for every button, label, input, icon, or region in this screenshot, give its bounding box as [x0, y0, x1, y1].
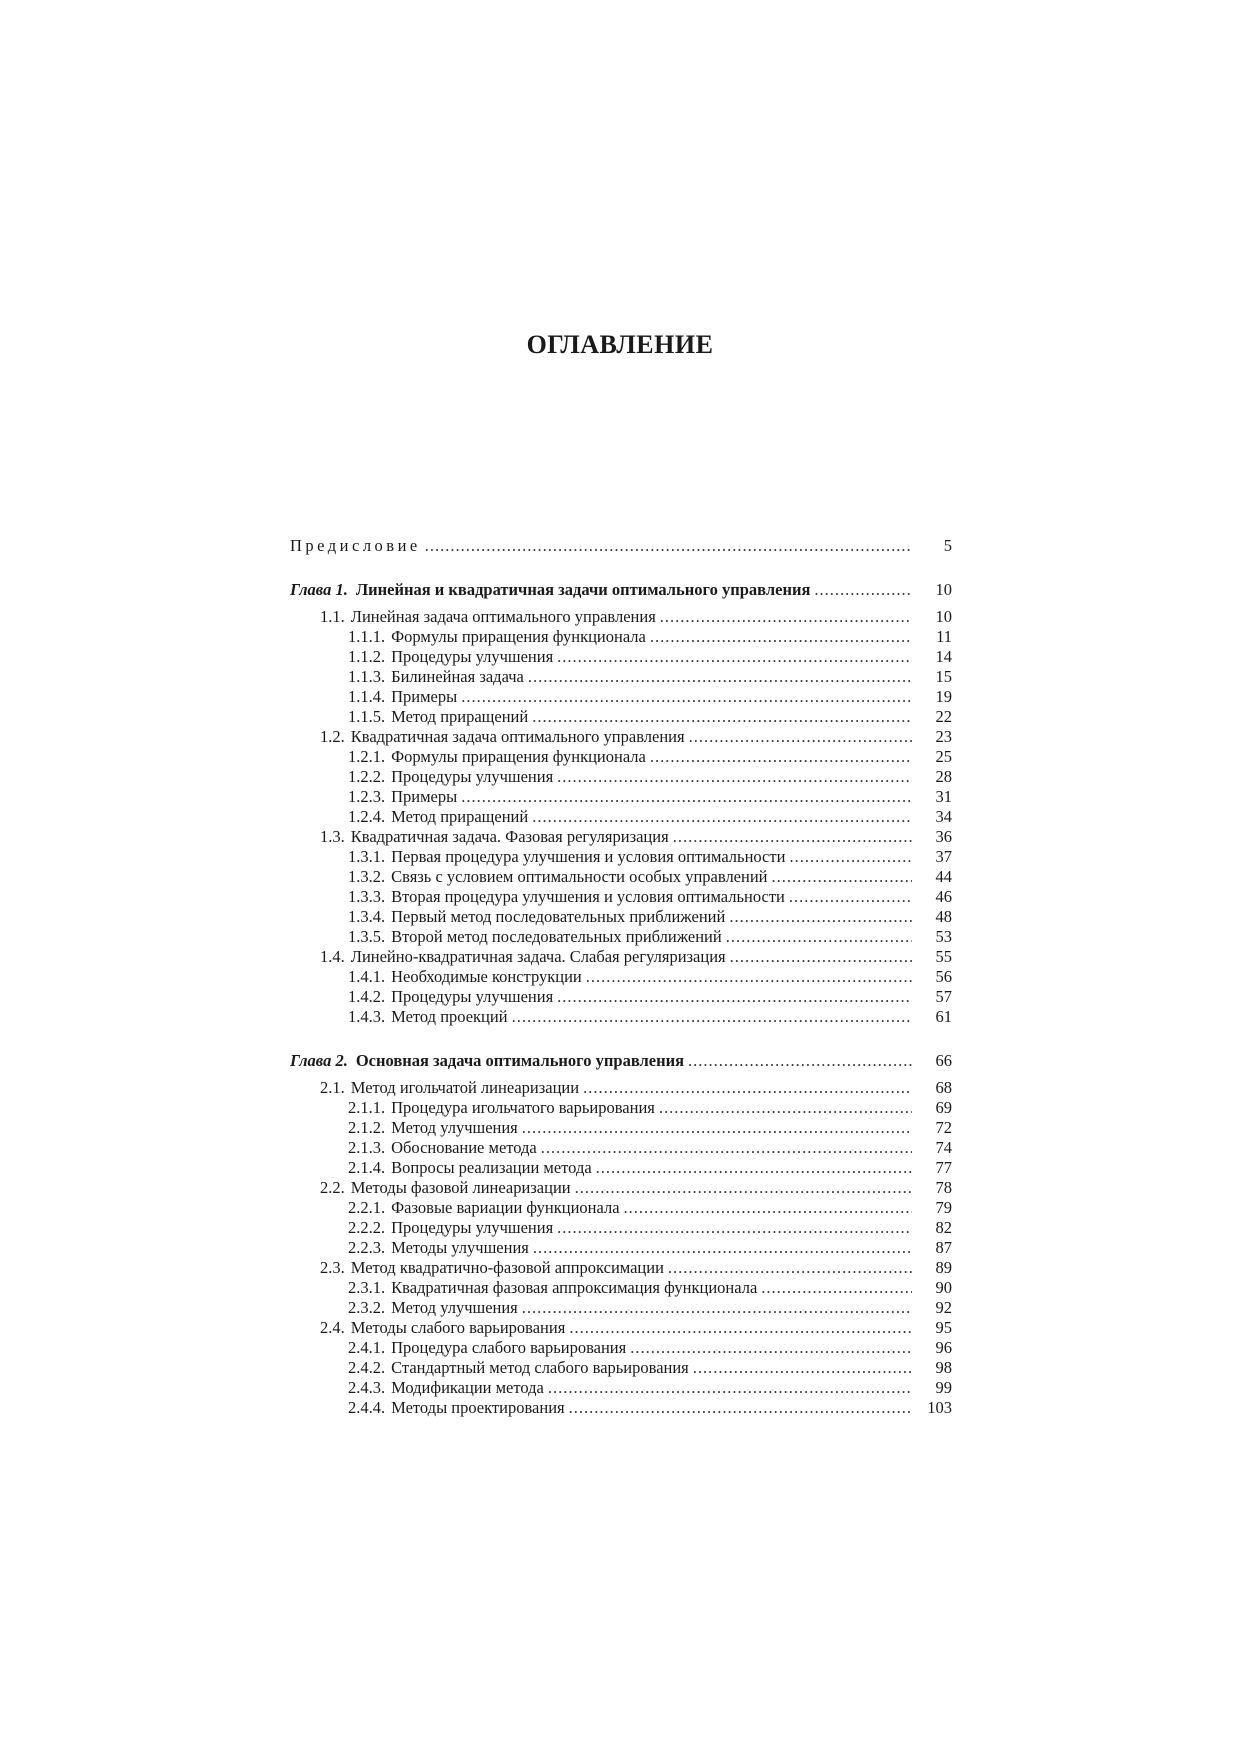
dot-leader [729, 907, 912, 927]
toc-entry-title: Вопросы реализации метода [391, 1158, 592, 1177]
dot-leader [688, 1051, 912, 1071]
toc-entry-page: 92 [935, 1298, 952, 1317]
toc-section [290, 727, 952, 747]
toc-entry-page: 11 [936, 627, 952, 646]
dot-leader [673, 827, 912, 847]
table-of-contents [290, 536, 952, 1418]
dot-leader [522, 1298, 912, 1318]
dot-leader [772, 867, 913, 887]
toc-subsection [290, 847, 952, 867]
toc-subsection [290, 1338, 952, 1358]
dot-leader [659, 1098, 912, 1118]
toc-entry-number: 2.4.2. [348, 1358, 386, 1377]
toc-section [290, 1178, 952, 1198]
toc-subsection [290, 1118, 952, 1138]
toc-subsection [290, 687, 952, 707]
toc-entry-number: 2.3.1. [348, 1278, 386, 1297]
toc-entry-number: 2.3.2. [348, 1298, 386, 1317]
toc-entry-number: 1.1.1. [348, 627, 386, 646]
toc-subsection [290, 1398, 952, 1418]
toc-entry-page: 15 [935, 667, 952, 686]
toc-entry-page: 96 [935, 1338, 952, 1357]
toc-entry-title: Обоснование метода [391, 1138, 537, 1157]
toc-subsection [290, 907, 952, 927]
toc-entry-number: 1.3.4. [348, 907, 386, 926]
toc-entry-title: Формулы приращения функционала [391, 747, 646, 766]
dot-leader [630, 1338, 912, 1358]
toc-entry-title: Процедуры улучшения [391, 767, 554, 786]
dot-leader [512, 1007, 912, 1027]
dot-leader [693, 1358, 912, 1378]
toc-entry-page: 34 [935, 807, 952, 826]
toc-section [290, 607, 952, 627]
toc-entry-page: 61 [935, 1007, 952, 1026]
dot-leader [557, 987, 912, 1007]
toc-entry-title: Квадратичная задача. Фазовая регуляризация [350, 827, 669, 846]
toc-entry-page: 69 [935, 1098, 952, 1117]
toc-entry-page: 57 [935, 987, 952, 1006]
toc-entry-title: Метод улучшения [391, 1118, 518, 1137]
dot-leader [668, 1258, 912, 1278]
toc-entry-title: Линейная задача оптимального управления [350, 607, 656, 626]
toc-entry-number: 1.2.1. [348, 747, 386, 766]
chapter-1-entries [290, 607, 952, 1027]
toc-subsection [290, 967, 952, 987]
toc-entry-title: Предисловие [290, 536, 421, 555]
dot-leader [761, 1278, 912, 1298]
toc-entry-page: 48 [935, 907, 952, 926]
toc-entry-number: 2.4.1. [348, 1338, 386, 1357]
toc-chapter-1 [290, 580, 952, 600]
dot-leader [586, 967, 912, 987]
toc-subsection [290, 627, 952, 647]
toc-entry-number: 1.1.2. [348, 647, 386, 666]
chapter-page: 10 [935, 580, 952, 599]
toc-subsection [290, 887, 952, 907]
toc-subsection [290, 1378, 952, 1398]
toc-entry-page: 103 [927, 1398, 952, 1417]
toc-section [290, 947, 952, 967]
dot-leader [541, 1138, 912, 1158]
toc-entry-title: Процедуры улучшения [391, 987, 554, 1006]
toc-entry-title: Модификации метода [391, 1378, 544, 1397]
toc-entry-number: 1.1. [320, 607, 345, 626]
toc-section [290, 827, 952, 847]
dot-leader [557, 647, 912, 667]
toc-entry-page: 19 [935, 687, 952, 706]
toc-entry-title: Формулы приращения функционала [391, 627, 646, 646]
dot-leader [569, 1398, 912, 1418]
toc-entry-page: 37 [935, 847, 952, 866]
toc-entry-page: 74 [935, 1138, 952, 1157]
toc-section [290, 1318, 952, 1338]
toc-entry-page: 5 [943, 536, 952, 555]
toc-subsection [290, 1298, 952, 1318]
toc-entry-title: Примеры [391, 787, 458, 806]
dot-leader [650, 627, 912, 647]
toc-entry-number: 1.2.3. [348, 787, 386, 806]
toc-entry-number: 2.1. [320, 1078, 345, 1097]
toc-entry-page: 55 [935, 947, 952, 966]
toc-entry-page: 44 [935, 867, 952, 886]
dot-leader [557, 1218, 912, 1238]
toc-entry-page: 79 [935, 1198, 952, 1217]
toc-entry-number: 1.4.3. [348, 1007, 386, 1026]
toc-subsection [290, 1218, 952, 1238]
chapter-number: Глава 2. [290, 1051, 348, 1070]
toc-entry-page: 14 [935, 647, 952, 666]
toc-subsection [290, 927, 952, 947]
toc-entry-page: 87 [935, 1238, 952, 1257]
dot-leader [650, 747, 912, 767]
toc-entry-page: 23 [935, 727, 952, 746]
toc-entry-title: Метод приращений [391, 807, 529, 826]
toc-subsection [290, 787, 952, 807]
toc-entry-number: 2.4.3. [348, 1378, 386, 1397]
toc-entry-number: 2.4. [320, 1318, 345, 1337]
toc-entry-title: Процедуры улучшения [391, 647, 554, 666]
chapter-2-entries [290, 1078, 952, 1418]
dot-leader [569, 1318, 912, 1338]
dot-leader [461, 687, 912, 707]
dot-leader [532, 707, 912, 727]
toc-subsection [290, 767, 952, 787]
chapter-title: Основная задача оптимального управления [355, 1051, 685, 1070]
toc-entry-number: 1.3.3. [348, 887, 386, 906]
toc-entry-title: Второй метод последовательных приближений [391, 927, 722, 946]
dot-leader [575, 1178, 912, 1198]
toc-entry-title: Методы проектирования [391, 1398, 565, 1417]
toc-subsection [290, 807, 952, 827]
toc-entry-title: Билинейная задача [391, 667, 524, 686]
toc-entry-number: 2.2.1. [348, 1198, 386, 1217]
toc-entry-title: Первый метод последовательных приближений [391, 907, 726, 926]
toc-entry-page: 98 [935, 1358, 952, 1377]
toc-entry-number: 2.1.1. [348, 1098, 386, 1117]
dot-leader [425, 536, 912, 556]
toc-entry-number: 1.1.5. [348, 707, 386, 726]
toc-entry-page: 89 [935, 1258, 952, 1277]
toc-entry-page: 10 [935, 607, 952, 626]
toc-entry-number: 2.1.3. [348, 1138, 386, 1157]
toc-entry-title: Фазовые вариации функционала [391, 1198, 620, 1217]
dot-leader [557, 767, 912, 787]
toc-entry-title: Процедура игольчатого варьирования [391, 1098, 655, 1117]
toc-subsection [290, 1138, 952, 1158]
chapter-page: 66 [935, 1051, 952, 1070]
toc-entry-page: 31 [935, 787, 952, 806]
dot-leader [533, 1238, 912, 1258]
toc-entry-title: Метод игольчатой линеаризации [350, 1078, 580, 1097]
toc-entry-number: 1.3.1. [348, 847, 386, 866]
dot-leader [789, 887, 912, 907]
toc-subsection [290, 1238, 952, 1258]
toc-subsection [290, 747, 952, 767]
toc-entry-number: 2.1.2. [348, 1118, 386, 1137]
toc-entry-number: 1.4.2. [348, 987, 386, 1006]
toc-subsection [290, 1158, 952, 1178]
toc-entry-title: Метод улучшения [391, 1298, 518, 1317]
toc-entry-page: 68 [935, 1078, 952, 1097]
toc-entry-number: 1.4.1. [348, 967, 386, 986]
toc-entry-title: Примеры [391, 687, 458, 706]
toc-entry-page: 56 [935, 967, 952, 986]
dot-leader [461, 787, 912, 807]
toc-entry-number: 2.2.2. [348, 1218, 386, 1237]
toc-entry-page: 78 [935, 1178, 952, 1197]
dot-leader [583, 1078, 912, 1098]
toc-subsection [290, 1098, 952, 1118]
toc-section [290, 1258, 952, 1278]
toc-entry-number: 1.2.4. [348, 807, 386, 826]
dot-leader [730, 947, 912, 967]
dot-leader [726, 927, 912, 947]
toc-entry-title: Методы слабого варьирования [350, 1318, 566, 1337]
toc-entry-title: Метод проекций [391, 1007, 508, 1026]
toc-subsection [290, 867, 952, 887]
toc-entry-page: 53 [935, 927, 952, 946]
toc-entry-title: Метод приращений [391, 707, 529, 726]
dot-leader [689, 727, 912, 747]
toc-entry-number: 1.2.2. [348, 767, 386, 786]
toc-chapter-2 [290, 1051, 952, 1071]
toc-entry-page: 99 [935, 1378, 952, 1397]
toc-subsection [290, 1007, 952, 1027]
toc-entry-title: Квадратичная задача оптимального управления [350, 727, 685, 746]
toc-entry-number: 1.1.4. [348, 687, 386, 706]
toc-entry-title: Линейно-квадратичная задача. Слабая регуляризация [350, 947, 726, 966]
toc-entry-page: 90 [935, 1278, 952, 1297]
toc-entry-title: Процедура слабого варьирования [391, 1338, 627, 1357]
toc-entry-page: 72 [935, 1118, 952, 1137]
toc-subsection [290, 647, 952, 667]
dot-leader [596, 1158, 912, 1178]
dot-leader [532, 807, 912, 827]
toc-entry-number: 2.2. [320, 1178, 345, 1197]
toc-subsection [290, 707, 952, 727]
toc-entry-title: Методы улучшения [391, 1238, 529, 1257]
toc-entry-title: Вторая процедура улучшения и условия оптимальности [391, 887, 785, 906]
toc-subsection [290, 1278, 952, 1298]
toc-section [290, 1078, 952, 1098]
toc-entry-number: 1.3. [320, 827, 345, 846]
toc-entry-page: 25 [935, 747, 952, 766]
toc-entry-number: 2.4.4. [348, 1398, 386, 1417]
toc-entry-page: 77 [935, 1158, 952, 1177]
toc-entry-title: Связь с условием оптимальности особых управлений [391, 867, 768, 886]
dot-leader [548, 1378, 912, 1398]
dot-leader [789, 847, 912, 867]
toc-entry-page: 95 [935, 1318, 952, 1337]
toc-entry-title: Первая процедура улучшения и условия оптимальности [391, 847, 786, 866]
toc-entry-number: 1.2. [320, 727, 345, 746]
toc-entry-title: Квадратичная фазовая аппроксимация функционала [391, 1278, 758, 1297]
toc-entry-number: 2.2.3. [348, 1238, 386, 1257]
chapter-title: Линейная и квадратичная задачи оптимального управления [355, 580, 811, 599]
toc-subsection [290, 1358, 952, 1378]
toc-entry-preface [290, 536, 952, 556]
toc-entry-number: 1.3.2. [348, 867, 386, 886]
toc-entry-page: 22 [935, 707, 952, 726]
dot-leader [660, 607, 912, 627]
toc-subsection [290, 667, 952, 687]
toc-entry-number: 1.1.3. [348, 667, 386, 686]
dot-leader [522, 1118, 912, 1138]
toc-entry-title: Метод квадратично-фазовой аппроксимации [350, 1258, 664, 1277]
chapter-number: Глава 1. [290, 580, 348, 599]
toc-entry-page: 36 [935, 827, 952, 846]
toc-subsection [290, 1198, 952, 1218]
dot-leader [624, 1198, 912, 1218]
toc-entry-title: Процедуры улучшения [391, 1218, 554, 1237]
toc-entry-title: Методы фазовой линеаризации [350, 1178, 571, 1197]
toc-entry-title: Необходимые конструкции [391, 967, 582, 986]
toc-subsection [290, 987, 952, 1007]
toc-entry-number: 1.4. [320, 947, 345, 966]
toc-entry-page: 82 [935, 1218, 952, 1237]
toc-entry-number: 2.3. [320, 1258, 345, 1277]
toc-entry-number: 1.3.5. [348, 927, 386, 946]
dot-leader [528, 667, 912, 687]
dot-leader [814, 580, 912, 600]
toc-entry-title: Стандартный метод слабого варьирования [391, 1358, 689, 1377]
toc-entry-number: 2.1.4. [348, 1158, 386, 1177]
page-title: ОГЛАВЛЕНИЕ [526, 330, 714, 359]
toc-entry-page: 28 [935, 767, 952, 786]
toc-entry-page: 46 [935, 887, 952, 906]
